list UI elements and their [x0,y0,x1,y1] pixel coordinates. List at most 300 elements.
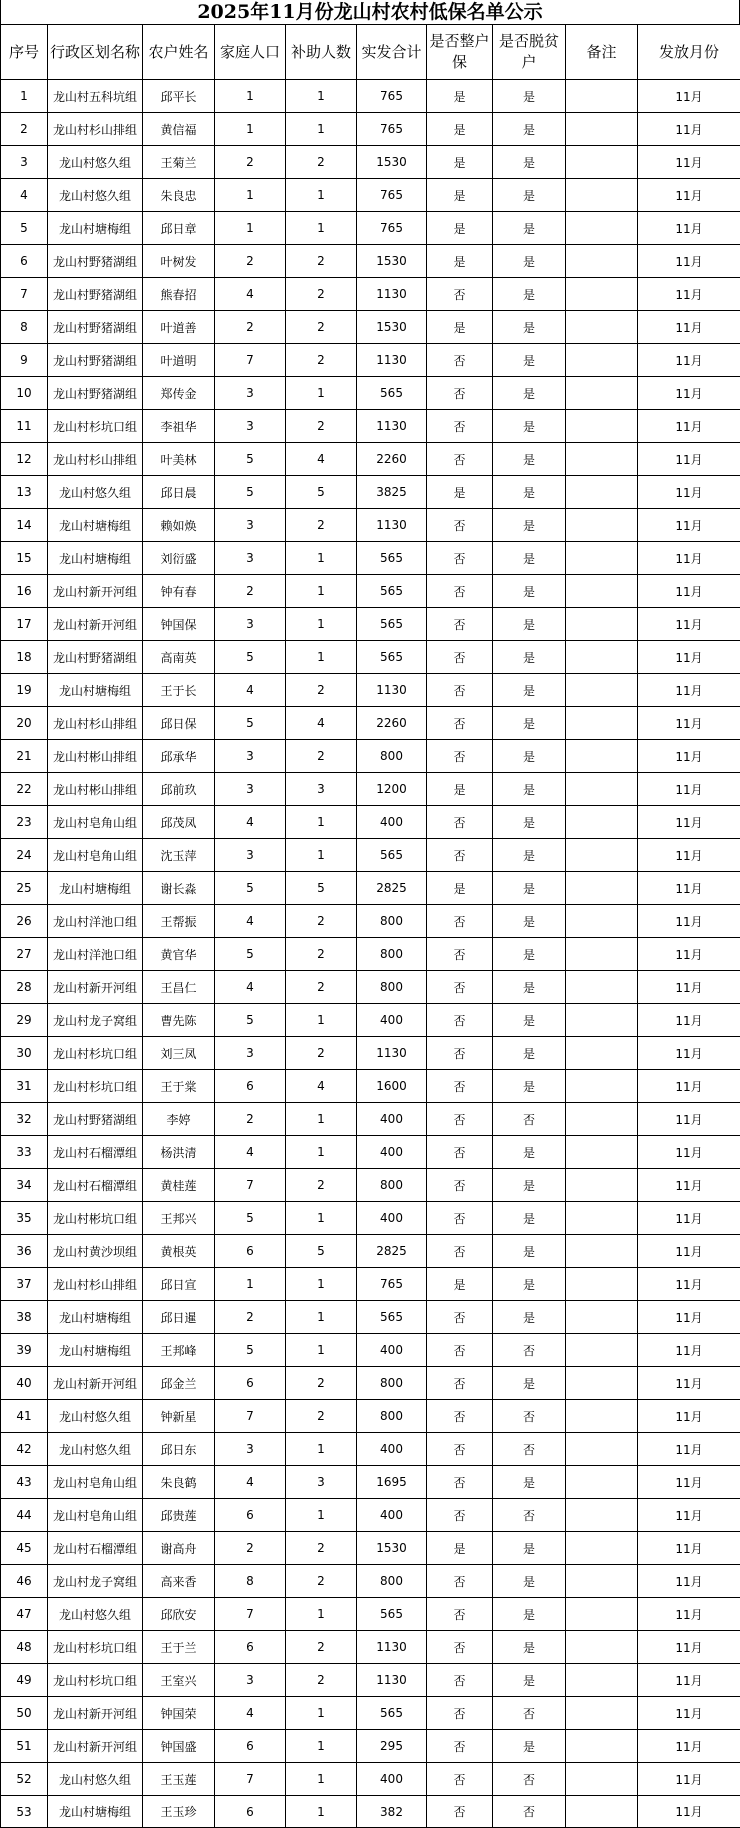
family-size-cell: 3 [215,608,286,641]
remark-cell [566,1169,638,1202]
whole-household-cell: 否 [427,1169,493,1202]
poverty-relief-cell: 是 [493,1037,566,1070]
family-size-cell: 4 [215,1136,286,1169]
table-row [1,278,740,311]
month-cell: 11月 [638,1532,740,1565]
region-cell: 龙山村洋池口组 [48,905,143,938]
row-index: 14 [1,509,48,542]
remark-cell [566,773,638,806]
poverty-relief-cell: 是 [493,113,566,146]
amount-cell: 800 [357,1565,427,1598]
region-cell: 龙山村新开河组 [48,971,143,1004]
whole-household-cell: 是 [427,872,493,905]
poverty-relief-cell: 是 [493,146,566,179]
region-cell: 龙山村野猪湖组 [48,641,143,674]
family-size-cell: 5 [215,1004,286,1037]
row-index: 1 [1,80,48,113]
row-index: 23 [1,806,48,839]
poverty-relief-cell: 是 [493,410,566,443]
region-cell: 龙山村新开河组 [48,1697,143,1730]
amount-cell: 2825 [357,1235,427,1268]
remark-cell [566,542,638,575]
subsidized-count-cell: 1 [286,608,357,641]
family-size-cell: 5 [215,1202,286,1235]
region-cell: 龙山村野猪湖组 [48,311,143,344]
table-row [1,1004,740,1037]
amount-cell: 1530 [357,311,427,344]
family-size-cell: 5 [215,872,286,905]
whole-household-cell: 是 [427,311,493,344]
poverty-relief-cell: 是 [493,1598,566,1631]
family-size-cell: 3 [215,542,286,575]
month-cell: 11月 [638,443,740,476]
table-row [1,806,740,839]
remark-cell [566,476,638,509]
family-size-cell: 7 [215,1763,286,1796]
family-size-cell: 5 [215,443,286,476]
row-index: 28 [1,971,48,1004]
poverty-relief-cell: 是 [493,806,566,839]
whole-household-cell: 否 [427,1763,493,1796]
row-index: 20 [1,707,48,740]
table-row [1,113,740,146]
table-row [1,938,740,971]
subsidized-count-cell: 5 [286,476,357,509]
name-cell: 赖如焕 [143,509,215,542]
whole-household-cell: 是 [427,179,493,212]
amount-cell: 565 [357,1697,427,1730]
name-cell: 黄桂莲 [143,1169,215,1202]
region-cell: 龙山村悠久组 [48,179,143,212]
table-row [1,1598,740,1631]
month-cell: 11月 [638,1697,740,1730]
amount-cell: 1530 [357,1532,427,1565]
region-cell: 龙山村杉坑口组 [48,1070,143,1103]
remark-cell [566,1763,638,1796]
table-row [1,1796,740,1828]
month-cell: 11月 [638,1565,740,1598]
name-cell: 黄信福 [143,113,215,146]
amount-cell: 800 [357,1400,427,1433]
poverty-relief-cell: 是 [493,542,566,575]
month-cell: 11月 [638,509,740,542]
family-size-cell: 1 [215,113,286,146]
family-size-cell: 2 [215,311,286,344]
amount-cell: 565 [357,608,427,641]
row-index: 47 [1,1598,48,1631]
amount-cell: 400 [357,1433,427,1466]
whole-household-cell: 否 [427,1334,493,1367]
poverty-relief-cell: 是 [493,1664,566,1697]
family-size-cell: 5 [215,476,286,509]
name-cell: 高来香 [143,1565,215,1598]
name-cell: 王帮振 [143,905,215,938]
row-index: 12 [1,443,48,476]
remark-cell [566,1466,638,1499]
family-size-cell: 7 [215,1169,286,1202]
subsidized-count-cell: 1 [286,1598,357,1631]
remark-cell [566,1037,638,1070]
whole-household-cell: 否 [427,575,493,608]
table-row [1,1103,740,1136]
subsidized-count-cell: 2 [286,1565,357,1598]
poverty-relief-cell: 是 [493,641,566,674]
header-cell: 实发合计 [357,25,427,80]
family-size-cell: 4 [215,674,286,707]
row-index: 18 [1,641,48,674]
remark-cell [566,740,638,773]
amount-cell: 800 [357,740,427,773]
whole-household-cell: 否 [427,938,493,971]
month-cell: 11月 [638,1763,740,1796]
family-size-cell: 5 [215,641,286,674]
subsidized-count-cell: 1 [286,542,357,575]
poverty-relief-cell: 是 [493,1202,566,1235]
name-cell: 王室兴 [143,1664,215,1697]
region-cell: 龙山村皂角山组 [48,1466,143,1499]
family-size-cell: 1 [215,1268,286,1301]
region-cell: 龙山村龙子窝组 [48,1565,143,1598]
poverty-relief-cell: 是 [493,773,566,806]
row-index: 16 [1,575,48,608]
remark-cell [566,1235,638,1268]
amount-cell: 1130 [357,1037,427,1070]
remark-cell [566,1103,638,1136]
table-row [1,575,740,608]
row-index: 32 [1,1103,48,1136]
name-cell: 邱欣安 [143,1598,215,1631]
header-cell: 序号 [1,25,48,80]
amount-cell: 1130 [357,509,427,542]
whole-household-cell: 否 [427,278,493,311]
row-index: 30 [1,1037,48,1070]
poverty-relief-cell: 是 [493,872,566,905]
month-cell: 11月 [638,1301,740,1334]
name-cell: 黄官华 [143,938,215,971]
whole-household-cell: 否 [427,1202,493,1235]
region-cell: 龙山村彬坑口组 [48,1202,143,1235]
row-index: 29 [1,1004,48,1037]
poverty-relief-cell: 是 [493,1004,566,1037]
region-cell: 龙山村杉山排组 [48,707,143,740]
table-row [1,476,740,509]
table-row [1,1664,740,1697]
remark-cell [566,839,638,872]
family-size-cell: 6 [215,1499,286,1532]
name-cell: 叶道明 [143,344,215,377]
poverty-relief-cell: 是 [493,179,566,212]
poverty-relief-cell: 是 [493,1070,566,1103]
family-size-cell: 2 [215,1103,286,1136]
family-size-cell: 6 [215,1070,286,1103]
remark-cell [566,971,638,1004]
region-cell: 龙山村悠久组 [48,1400,143,1433]
family-size-cell: 3 [215,740,286,773]
amount-cell: 800 [357,938,427,971]
row-index: 31 [1,1070,48,1103]
whole-household-cell: 是 [427,113,493,146]
region-cell: 龙山村塘梅组 [48,674,143,707]
name-cell: 叶美林 [143,443,215,476]
subsidized-count-cell: 2 [286,1631,357,1664]
header-row [1,25,740,80]
amount-cell: 1130 [357,344,427,377]
table-row [1,1202,740,1235]
month-cell: 11月 [638,872,740,905]
subsidized-count-cell: 1 [286,1202,357,1235]
subsidized-count-cell: 1 [286,1499,357,1532]
name-cell: 朱良忠 [143,179,215,212]
amount-cell: 1600 [357,1070,427,1103]
region-cell: 龙山村塘梅组 [48,212,143,245]
whole-household-cell: 否 [427,1697,493,1730]
month-cell: 11月 [638,1400,740,1433]
row-index: 7 [1,278,48,311]
family-size-cell: 4 [215,806,286,839]
month-cell: 11月 [638,839,740,872]
table-row [1,674,740,707]
whole-household-cell: 否 [427,344,493,377]
row-index: 51 [1,1730,48,1763]
remark-cell [566,1202,638,1235]
row-index: 44 [1,1499,48,1532]
poverty-relief-cell: 是 [493,509,566,542]
poverty-relief-cell: 否 [493,1763,566,1796]
table-row [1,1763,740,1796]
subsidized-count-cell: 5 [286,872,357,905]
subsidized-count-cell: 2 [286,1664,357,1697]
subsidized-count-cell: 2 [286,674,357,707]
header-cell: 发放月份 [638,25,740,80]
table-row [1,1631,740,1664]
table-row [1,905,740,938]
row-index: 49 [1,1664,48,1697]
table-row [1,641,740,674]
family-size-cell: 7 [215,344,286,377]
whole-household-cell: 是 [427,1532,493,1565]
table-row [1,608,740,641]
amount-cell: 765 [357,80,427,113]
month-cell: 11月 [638,674,740,707]
region-cell: 龙山村新开河组 [48,1730,143,1763]
poverty-relief-cell: 否 [493,1697,566,1730]
month-cell: 11月 [638,1235,740,1268]
region-cell: 龙山村杉坑口组 [48,410,143,443]
table-row [1,311,740,344]
whole-household-cell: 否 [427,1664,493,1697]
name-cell: 朱良鹤 [143,1466,215,1499]
region-cell: 龙山村塘梅组 [48,872,143,905]
family-size-cell: 5 [215,938,286,971]
month-cell: 11月 [638,1433,740,1466]
region-cell: 龙山村塘梅组 [48,1796,143,1828]
whole-household-cell: 是 [427,773,493,806]
name-cell: 曹先陈 [143,1004,215,1037]
family-size-cell: 2 [215,1301,286,1334]
amount-cell: 400 [357,1763,427,1796]
subsidized-count-cell: 2 [286,1367,357,1400]
region-cell: 龙山村五科坑组 [48,80,143,113]
month-cell: 11月 [638,377,740,410]
month-cell: 11月 [638,1037,740,1070]
region-cell: 龙山村皂角山组 [48,806,143,839]
table-row [1,212,740,245]
header-cell: 是否脱贫户 [493,25,566,80]
table-row [1,1301,740,1334]
poverty-relief-cell: 是 [493,674,566,707]
name-cell: 邱金兰 [143,1367,215,1400]
remark-cell [566,278,638,311]
row-index: 50 [1,1697,48,1730]
family-size-cell: 2 [215,575,286,608]
region-cell: 龙山村野猪湖组 [48,1103,143,1136]
poverty-relief-cell: 是 [493,905,566,938]
poverty-relief-cell: 是 [493,1235,566,1268]
subsidized-count-cell: 1 [286,1697,357,1730]
amount-cell: 765 [357,113,427,146]
amount-cell: 565 [357,641,427,674]
amount-cell: 1200 [357,773,427,806]
remark-cell [566,1631,638,1664]
name-cell: 熊春招 [143,278,215,311]
subsidized-count-cell: 2 [286,146,357,179]
subsidy-table [0,24,740,1828]
table-row [1,1730,740,1763]
name-cell: 李祖华 [143,410,215,443]
remark-cell [566,1004,638,1037]
month-cell: 11月 [638,806,740,839]
amount-cell: 400 [357,1103,427,1136]
amount-cell: 800 [357,971,427,1004]
poverty-relief-cell: 是 [493,740,566,773]
poverty-relief-cell: 是 [493,1169,566,1202]
subsidized-count-cell: 1 [286,377,357,410]
family-size-cell: 5 [215,1334,286,1367]
family-size-cell: 7 [215,1598,286,1631]
poverty-relief-cell: 是 [493,311,566,344]
remark-cell [566,245,638,278]
table-row [1,1169,740,1202]
remark-cell [566,1070,638,1103]
table-row [1,179,740,212]
amount-cell: 400 [357,1136,427,1169]
family-size-cell: 5 [215,707,286,740]
table-row [1,1499,740,1532]
row-index: 53 [1,1796,48,1828]
row-index: 13 [1,476,48,509]
amount-cell: 565 [357,575,427,608]
amount-cell: 2260 [357,443,427,476]
row-index: 42 [1,1433,48,1466]
subsidized-count-cell: 1 [286,80,357,113]
whole-household-cell: 否 [427,971,493,1004]
subsidized-count-cell: 2 [286,245,357,278]
table-row [1,377,740,410]
poverty-relief-cell: 是 [493,1565,566,1598]
whole-household-cell: 是 [427,245,493,278]
poverty-relief-cell: 是 [493,608,566,641]
name-cell: 沈玉萍 [143,839,215,872]
remark-cell [566,311,638,344]
poverty-relief-cell: 是 [493,938,566,971]
subsidized-count-cell: 2 [286,509,357,542]
poverty-relief-cell: 是 [493,1268,566,1301]
family-size-cell: 4 [215,905,286,938]
month-cell: 11月 [638,1466,740,1499]
amount-cell: 1130 [357,410,427,443]
region-cell: 龙山村石榴潭组 [48,1169,143,1202]
table-row [1,146,740,179]
family-size-cell: 2 [215,146,286,179]
month-cell: 11月 [638,1103,740,1136]
remark-cell [566,1664,638,1697]
table-row [1,872,740,905]
amount-cell: 565 [357,377,427,410]
subsidized-count-cell: 3 [286,1466,357,1499]
remark-cell [566,509,638,542]
remark-cell [566,80,638,113]
name-cell: 王邦峰 [143,1334,215,1367]
subsidized-count-cell: 2 [286,740,357,773]
table-row [1,1565,740,1598]
month-cell: 11月 [638,641,740,674]
poverty-relief-cell: 是 [493,1532,566,1565]
family-size-cell: 2 [215,1532,286,1565]
table-row [1,1433,740,1466]
whole-household-cell: 否 [427,1400,493,1433]
month-cell: 11月 [638,1202,740,1235]
name-cell: 钟国荣 [143,1697,215,1730]
remark-cell [566,1598,638,1631]
remark-cell [566,1433,638,1466]
row-index: 3 [1,146,48,179]
whole-household-cell: 否 [427,641,493,674]
region-cell: 龙山村野猪湖组 [48,377,143,410]
name-cell: 王于棠 [143,1070,215,1103]
poverty-relief-cell: 是 [493,971,566,1004]
table-row [1,839,740,872]
family-size-cell: 3 [215,1664,286,1697]
family-size-cell: 1 [215,179,286,212]
subsidized-count-cell: 1 [286,839,357,872]
row-index: 48 [1,1631,48,1664]
family-size-cell: 6 [215,1235,286,1268]
whole-household-cell: 否 [427,1235,493,1268]
row-index: 34 [1,1169,48,1202]
amount-cell: 382 [357,1796,427,1828]
name-cell: 高南英 [143,641,215,674]
poverty-relief-cell: 是 [493,1136,566,1169]
region-cell: 龙山村杉山排组 [48,1268,143,1301]
amount-cell: 400 [357,1004,427,1037]
month-cell: 11月 [638,542,740,575]
family-size-cell: 3 [215,773,286,806]
name-cell: 王昌仁 [143,971,215,1004]
month-cell: 11月 [638,1499,740,1532]
whole-household-cell: 否 [427,1598,493,1631]
poverty-relief-cell: 是 [493,707,566,740]
name-cell: 李婷 [143,1103,215,1136]
region-cell: 龙山村龙子窝组 [48,1004,143,1037]
row-index: 22 [1,773,48,806]
remark-cell [566,1136,638,1169]
month-cell: 11月 [638,773,740,806]
row-index: 41 [1,1400,48,1433]
amount-cell: 400 [357,1334,427,1367]
region-cell: 龙山村杉坑口组 [48,1037,143,1070]
remark-cell [566,1268,638,1301]
remark-cell [566,1532,638,1565]
